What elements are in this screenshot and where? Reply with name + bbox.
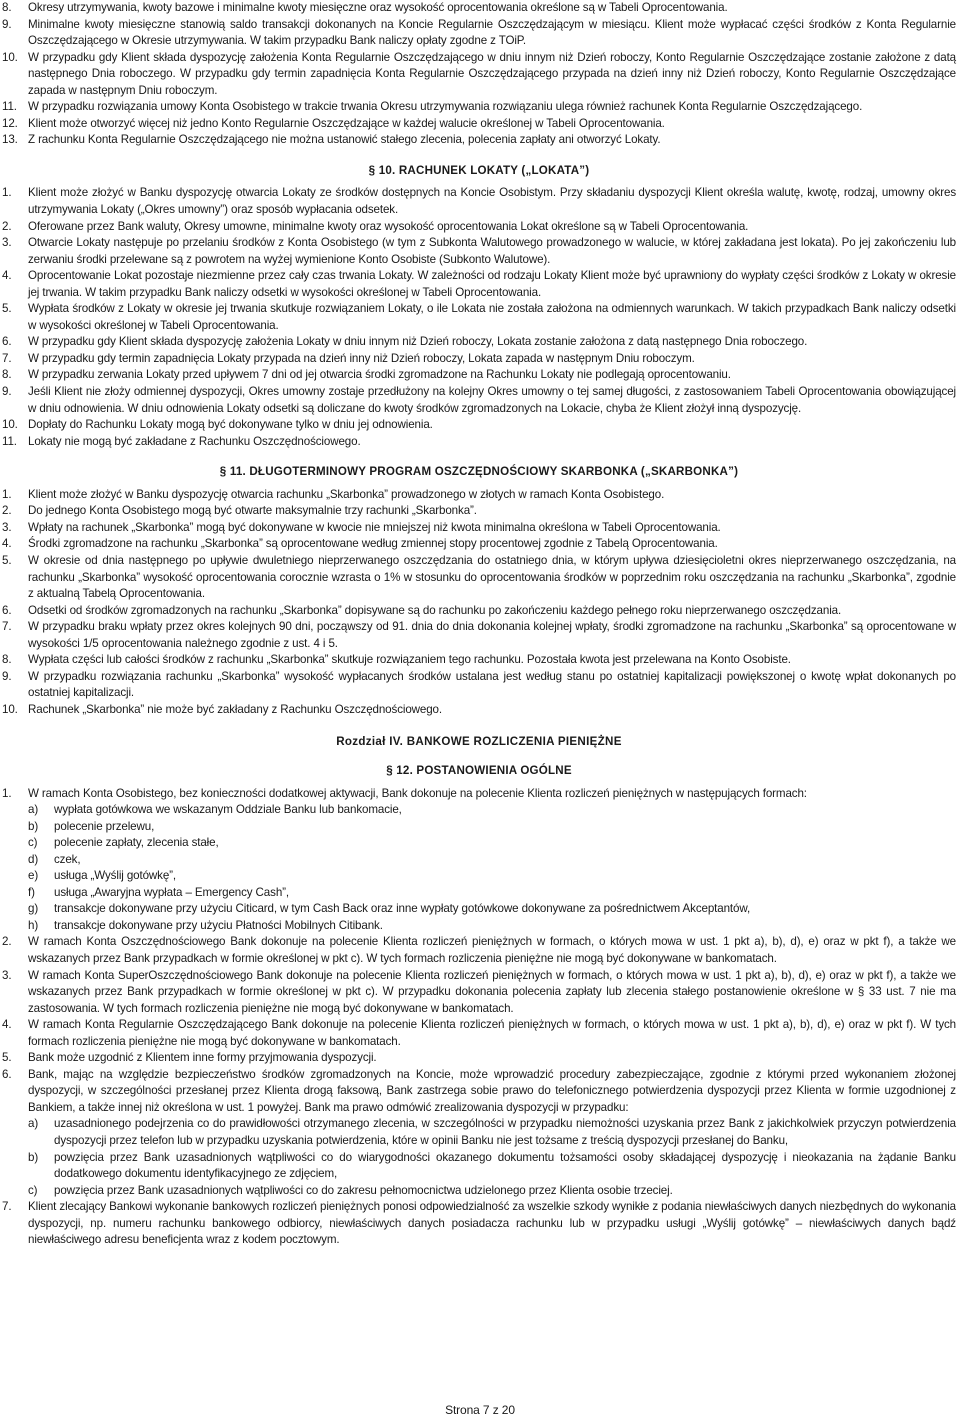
item-text: Klient zlecający Bankowi wykonanie bankowych rozliczeń pieniężnych ponosi odpowiedzialność za wszelkie szkody wynikłe z podania niewłaściwych danych niezbędnych do wykonania dyspozycji, np. numeru rachunku bankowego odbiorcy, niewłaściwych danych posiadacza rachunku lub w przypadku usługi „Wyślij gotówkę” – niewłaściwych danych bądź niewłaściwego adresu beneficjenta wraz z kodem pocztowym. <box>28 1200 956 1247</box>
sub-item <box>28 918 956 935</box>
item-text: W przypadku zerwania Lokaty przed upływem 7 dni od jej otwarcia środki zgromadzone na Rachunku Lokaty nie podlegają oprocentowaniu. <box>28 368 731 382</box>
sub-item-text: usługa „Awaryjna wypłata – Emergency Cash”, <box>54 885 289 899</box>
item-text: Lokaty nie mogą być zakładane z Rachunku Oszczędnościowego. <box>28 434 361 448</box>
list-item <box>2 219 956 236</box>
list-item <box>2 367 956 384</box>
item-number: 2. <box>2 504 12 518</box>
item-number: 2. <box>2 219 12 233</box>
list-item <box>2 334 956 351</box>
list-item <box>2 786 956 935</box>
section-12-list <box>2 786 956 1249</box>
list-item <box>2 235 956 268</box>
list-item <box>2 1017 956 1050</box>
sub-item-text: usługa „Wyślij gotówkę”, <box>54 869 177 883</box>
sub-item <box>28 901 956 918</box>
item-number: 10. <box>2 50 18 64</box>
section-11-list <box>2 487 956 719</box>
item-text: W przypadku rozwiązania umowy Konta Osobistego w trakcie trwania Okresu utrzymywania rozwiązaniu ulega również rachunek Konta Regularnie Oszczędzającego. <box>28 100 863 114</box>
sub-item <box>28 1116 956 1149</box>
item-number: 3. <box>2 968 12 982</box>
list-item <box>2 417 956 434</box>
item-number: 7. <box>2 351 12 365</box>
list-item <box>2 99 956 116</box>
item-number: 5. <box>2 302 12 316</box>
item-number: 4. <box>2 269 12 283</box>
item-text: Jeśli Klient nie złoży odmiennej dyspozycji, Okres umowny zostaje przedłużony na kolejny Okres umowny o tej samej długości, z zastosowaniem Tabeli Oprocentowania obowiązującej w dniu odnowienia. W dniu odnowienia Lokaty odsetki są doliczane do kwoty środków zgromadzonych na Lokacie, chyba że Klient złożył inną dyspozycję. <box>28 385 956 415</box>
item-number: 1. <box>2 487 12 501</box>
section-12-heading: § 12. POSTANOWIENIA OGÓLNE <box>386 763 572 777</box>
sub-list <box>28 802 956 934</box>
sub-item <box>28 1150 956 1183</box>
item-text: W przypadku gdy termin zapadnięcia Lokaty przypada na dzień inny niż Dzień roboczy, Lokata zapada w następnym Dniu roboczym. <box>28 351 695 365</box>
item-text: Odsetki od środków zgromadzonych na rachunku „Skarbonka” dopisywane są do rachunku po zakończeniu każdego pełnego roku nieprzerwanego oszczędzania. <box>28 603 842 617</box>
item-text: Okresy utrzymywania, kwoty bazowe i minimalne kwoty miesięczne oraz wysokość oprocentowania określone są w Tabeli Oprocentowania. <box>28 1 728 14</box>
sub-item-letter: a) <box>28 803 39 817</box>
item-text: Oferowane przez Bank waluty, Okresy umowne, minimalne kwoty oraz wysokość oprocentowania Lokat określone są w Tabeli Oprocentowania. <box>28 219 749 233</box>
list-item <box>2 553 956 603</box>
item-text: W ramach Konta Osobistego, bez konieczności dodatkowej aktywacji, Bank dokonuje na polecenie Klienta rozliczeń pieniężnych w następujących formach: <box>28 786 807 800</box>
list-item <box>2 0 956 17</box>
sub-item-letter: f) <box>28 885 35 899</box>
list-item <box>2 1199 956 1249</box>
item-text: Dopłaty do Rachunku Lokaty mogą być dokonywane tylko w dniu jej odnowienia. <box>28 418 433 432</box>
item-number: 5. <box>2 1051 12 1065</box>
sub-item-letter: c) <box>28 836 38 850</box>
list-item <box>2 1050 956 1067</box>
sub-item-text: uzasadnionego podejrzenia co do prawidłowości otrzymanego zlecenia, w szczególności w przypadku niemożności uzyskania przez Bank z jakichkolwiek przyczyn potwierdzenia dyspozycji przez telefon lub w przypadku uzyskania potwierdzenia, które w opinii Banku nie jest tożsame z treścią dyspozycji przesłanej do Banku, <box>54 1117 956 1147</box>
item-number: 1. <box>2 786 12 800</box>
sub-item-letter: g) <box>28 902 39 916</box>
sub-item-text: polecenie zapłaty, zlecenia stałe, <box>54 836 219 850</box>
item-number: 7. <box>2 1200 12 1214</box>
item-text: W przypadku braku wpłaty przez okres kolejnych 90 dni, począwszy od 91. dnia do dnia dokonania kolejnej wpłaty, środki zgromadzone na rachunku „Skarbonka” są oprocentowane w wysokości 1/5 oprocentowania należnego zgodnie z ust. 4 i 5. <box>28 620 956 650</box>
list-item <box>2 351 956 368</box>
list-item <box>2 17 956 50</box>
sub-item-text: powzięcia przez Bank uzasadnionych wątpliwości co do zakresu pełnomocnictwa udzielonego przez Klienta osobie trzeciej. <box>54 1183 673 1197</box>
sub-item-text: czek, <box>54 852 81 866</box>
savings-account-clauses <box>2 0 956 149</box>
list-item <box>2 669 956 702</box>
item-text: Do jednego Konta Osobistego mogą być otwarte maksymalnie trzy rachunki „Skarbonka”. <box>28 504 477 518</box>
section-11-heading: § 11. DŁUGOTERMINOWY PROGRAM OSZCZĘDNOŚCIOWY SKARBONKA („SKARBONKA”) <box>219 465 739 479</box>
sub-item <box>28 885 956 902</box>
list-item <box>2 487 956 504</box>
item-text: Wypłata środków z Lokaty w okresie jej trwania skutkuje rozwiązaniem Lokaty, o ile Lokata nie została założona na odmiennych warunkach. W takich przypadkach Bank naliczy odsetki w wysokości określonej w Tabeli Oprocentowania. <box>28 302 956 332</box>
item-number: 9. <box>2 17 12 31</box>
item-text: W ramach Konta Regularnie Oszczędzającego Bank dokonuje na polecenie Klienta rozliczeń pieniężnych w formach, o których mowa w ust. 1 pkt a), b), d), e) oraz w pkt f). W tych formach rozliczenia pieniężne nie mogą być dokonywane w bankomatach. <box>28 1018 956 1048</box>
section-12-middle <box>2 934 956 1066</box>
item-text: Klient może złożyć w Banku dyspozycję otwarcia Lokaty ze środków dostępnych na Koncie Osobistym. Przy składaniu dyspozycji Klient określa walutę, kwotę, rodzaj, umowny okres utrzymywania Lokaty („Okres umowny”) oraz sposób wypłacania odsetek. <box>28 186 956 217</box>
list-item <box>2 520 956 537</box>
sub-item-letter: b) <box>28 819 39 833</box>
item-number: 4. <box>2 537 12 551</box>
list-item <box>2 50 956 100</box>
item-text: Bank, mając na względzie bezpieczeństwo środków zgromadzonych na Koncie, może wprowadzić procedury zabezpieczające, zgodnie z którymi przed wykonaniem złożonej dyspozycji, w szczególności przesłanej przez Klienta drogą faksową, Bank zastrzega sobie prawo do telefonicznego potwierdzenia dyspozycji przez Klienta w formie uzgodnionej z Bankiem, a także innej niż określona w ust. 1 powyżej. Bank ma prawo odmówić zrealizowania dyspozycji w przypadku: <box>28 1067 956 1114</box>
item-text: W przypadku gdy Klient składa dyspozycję założenia Lokaty w dniu innym niż Dzień roboczy, Lokata zostanie założona z datą następnego Dnia roboczego. <box>28 335 808 349</box>
list-item <box>2 702 956 719</box>
item-number: 6. <box>2 603 12 617</box>
sub-item-letter: a) <box>28 1117 39 1131</box>
sub-item-text: powzięcia przez Bank uzasadnionych wątpliwości co do wiarygodności okazanego dokumentu tożsamości osoby składającej dyspozycję i nieokazania na żądanie Banku dodatkowego dokumentu identyfikacyjnego ze zdjęciem, <box>54 1150 956 1181</box>
list-item <box>2 652 956 669</box>
item-text: Klient może złożyć w Banku dyspozycję otwarcia rachunku „Skarbonka” prowadzonego w złotych w ramach Konta Osobistego. <box>28 487 665 501</box>
item-text: Minimalne kwoty miesięczne stanowią saldo transakcji dokonanych na Koncie Regularnie Oszczędzającym w miesiącu. Klient może wypłacać części środków z Konta Regularnie Oszczędzającego w Okresie utrzymywania. W takim przypadku Bank naliczy opłaty zgodne z TOiP. <box>28 17 956 48</box>
sub-item <box>28 835 956 852</box>
item-text: W przypadku rozwiązania rachunku „Skarbonka” wysokość wypłacanych środków ustalana jest według stanu po ostatniej kapitalizacji powiększonej o kwotę wpłat dokonanych po ostatniej kapitalizacji. <box>28 669 956 700</box>
item-number: 5. <box>2 553 12 567</box>
sub-item-text: wypłata gotówkowa we wskazanym Oddziale Banku lub bankomacie, <box>54 803 402 817</box>
item-number: 8. <box>2 368 12 382</box>
section-10-heading: § 10. RACHUNEK LOKATY („LOKATA”) <box>368 163 590 177</box>
item-number: 11. <box>2 100 17 114</box>
item-number: 8. <box>2 1 12 14</box>
list-item <box>2 603 956 620</box>
sub-item-letter: b) <box>28 1150 39 1164</box>
sub-item-text: transakcje dokonywane przy użyciu Citicard, w tym Cash Back oraz inne wypłaty gotówkowe dokonywane za pośrednictwem Akceptantów, <box>54 902 751 916</box>
sub-item-letter: e) <box>28 869 39 883</box>
chapter-heading: Rozdział IV. BANKOWE ROZLICZENIA PIENIĘŻNE <box>336 735 622 749</box>
item-number: 13. <box>2 133 18 147</box>
sub-item <box>28 819 956 836</box>
item-number: 10. <box>2 418 18 432</box>
list-item <box>2 384 956 417</box>
item-text: Otwarcie Lokaty następuje po przelaniu środków z Konta Osobistego (w tym z Subkonta Walutowego prowadzonego w walucie, w której zakładana jest lokata). Po jej zakończeniu lub zerwaniu środki przelewane są z powrotem na wyżej wymienione Konto Osobiste (Subkonto Walutowe). <box>28 236 956 266</box>
section-10-list <box>2 185 956 450</box>
list-item <box>2 619 956 652</box>
item-number: 1. <box>2 186 12 200</box>
item-number: 12. <box>2 116 18 130</box>
item-text: Wypłata części lub całości środków z rachunku „Skarbonka” skutkuje rozwiązaniem tego rachunku. Pozostała kwota jest przelewana na Konto Osobiste. <box>28 653 791 667</box>
item-text: W ramach Konta Oszczędnościowego Bank dokonuje na polecenie Klienta rozliczeń pieniężnych w formach, o których mowa w ust. 1 pkt a), b), d), e) oraz w pkt f), a także we wskazanych przez Bank przypadkach w formie określonej w pkt c). W tych formach rozliczenia pieniężne nie mogą być dokonywane w bankomatach. <box>28 935 956 965</box>
item-number: 7. <box>2 620 12 634</box>
item-text: Środki zgromadzone na rachunku „Skarbonka” są oprocentowane według zmiennej stopy procentowej zgodnie z Tabelą Oprocentowania. <box>28 537 718 551</box>
sub-list <box>28 1116 956 1199</box>
list-item <box>2 968 956 1018</box>
list-item <box>2 434 956 451</box>
item-text: Wpłaty na rachunek „Skarbonka” mogą być dokonywane w kwocie nie mniejszej niż kwota minimalna określona w Tabeli Oprocentowania. <box>28 520 721 534</box>
list-item <box>2 934 956 967</box>
sub-item-text: polecenie przelewu, <box>54 819 155 833</box>
list-item <box>2 503 956 520</box>
item-text: Oprocentowanie Lokat pozostaje niezmienne przez cały czas trwania Lokaty. W zależności od rodzaju Lokaty Klient może być uprawniony do wypłaty części środków z Lokaty w okresie jej trwania. W takim przypadku Bank naliczy odsetki w wysokości określonej w Tabeli Oprocentowania. <box>28 269 956 299</box>
sub-item <box>28 868 956 885</box>
item-text: W ramach Konta SuperOszczędnościowego Bank dokonuje na polecenie Klienta rozliczeń pieniężnych w formach, o których mowa w ust. 1 pkt a), b), d), e) oraz w pkt f), a także we wskazanych przez Bank przypadkach w formie określonej w pkt c). W przypadku dokonania polecenia zapłaty lub zlecenia stałego postanowienie określone w § 33 ust. 7 nie ma zastosowania. W tych formach rozliczenia pieniężne nie mogą być dokonywane w bankomatach. <box>28 968 956 1015</box>
item-number: 10. <box>2 702 18 716</box>
item-number: 11. <box>2 434 17 448</box>
item-number: 8. <box>2 653 12 667</box>
sub-item-text: transakcje dokonywane przy użyciu Płatności Mobilnych Citibank. <box>54 918 383 932</box>
item-number: 6. <box>2 1067 12 1081</box>
item-number: 4. <box>2 1018 12 1032</box>
sub-item-letter: c) <box>28 1183 38 1197</box>
item-text: Klient może otworzyć więcej niż jedno Konto Regularnie Oszczędzające w każdej walucie określonej w Tabeli Oprocentowania. <box>28 116 665 130</box>
item-number: 3. <box>2 520 12 534</box>
item-text: Bank może uzgodnić z Klientem inne formy przyjmowania dyspozycji. <box>28 1051 377 1065</box>
list-item <box>2 268 956 301</box>
list-item <box>2 1067 956 1199</box>
page-number: Strona 7 z 20 <box>445 1403 515 1417</box>
sub-item <box>28 852 956 869</box>
item-number: 2. <box>2 935 12 949</box>
sub-item-letter: h) <box>28 918 39 932</box>
list-item <box>2 185 956 218</box>
item-text: Z rachunku Konta Regularnie Oszczędzającego nie można ustanowić stałego zlecenia, polecenia zapłaty ani otworzyć Lokaty. <box>28 133 661 147</box>
sub-item <box>28 1183 956 1200</box>
sub-item <box>28 802 956 819</box>
list-item <box>2 116 956 133</box>
list-item <box>2 301 956 334</box>
item-number: 3. <box>2 236 12 250</box>
list-item <box>2 536 956 553</box>
item-number: 9. <box>2 669 12 683</box>
list-item <box>2 132 956 149</box>
item-text: Rachunek „Skarbonka” nie może być zakładany z Rachunku Oszczędnościowego. <box>28 702 442 716</box>
item-number: 6. <box>2 335 12 349</box>
item-text: W okresie od dnia następnego po upływie dwuletniego nieprzerwanego oszczędzania do ostatniego dnia, w którym upływa dziesięcioletni okres nieprzerwanego oszczędzania, na rachunku „Skarbonka” wysokość oprocentowania corocznie wzrasta o 1% w stosunku do oprocentowania środków w poprzednim roku oszczędzania na rachunku „Skarbonka”, zgodnie z aktualną Tabelą Oprocentowania. <box>28 553 956 601</box>
item-text: W przypadku gdy Klient składa dyspozycję założenia Konta Regularnie Oszczędzającego w dniu innym niż Dzień roboczy, Konto Regularnie Oszczędzające zostanie założone z datą następnego Dnia roboczego. W przypadku gdy termin zapadnięcia Konta Regularnie Oszczędzającego przypada na dzień inny niż Dzień roboczy, Konto Regularnie Oszczędzające zapada w następnym Dniu roboczym. <box>28 50 956 97</box>
item-number: 9. <box>2 385 12 399</box>
sub-item-letter: d) <box>28 852 39 866</box>
